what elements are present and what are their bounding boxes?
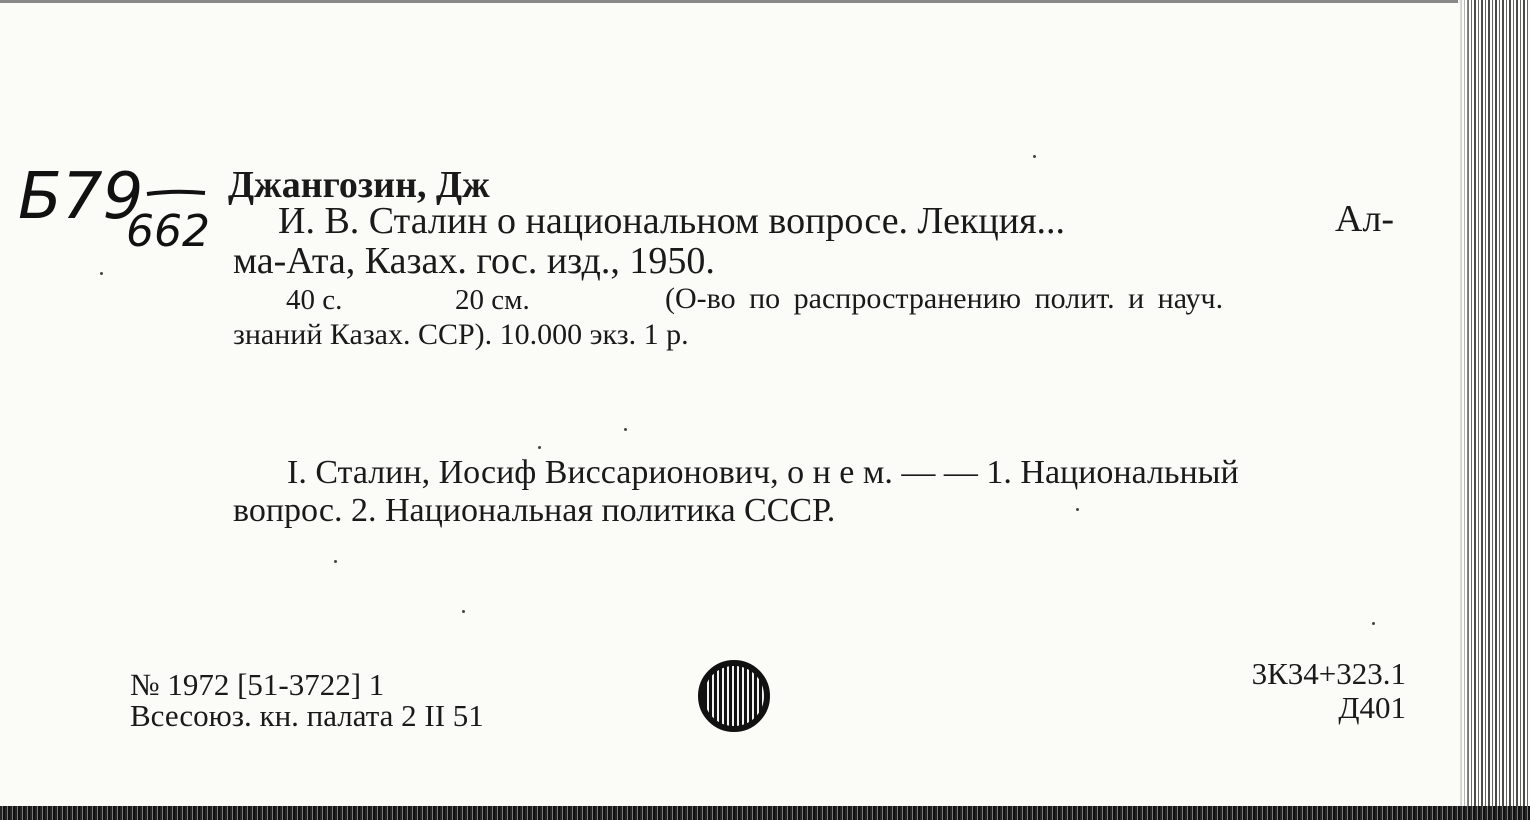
title-line-1: И. В. Сталин о национальном вопросе. Лекция... [278, 200, 1066, 242]
scan-speck [1076, 508, 1079, 511]
author-heading: Джангозин, Дж [228, 164, 490, 206]
registration-number: № 1972 [51-3722] 1 [130, 667, 385, 702]
scan-speck [1372, 622, 1375, 625]
series-line-2: знаний Казах. ССР). 10.000 экз. 1 р. [233, 318, 689, 351]
author-mark: Д401 [1338, 690, 1406, 725]
scan-speck [462, 610, 465, 613]
scan-speck [334, 560, 337, 563]
scan-edge-fade [1458, 0, 1472, 820]
scan-speck [1033, 155, 1036, 158]
scan-speck [538, 446, 541, 449]
handwritten-shelf-number: 662 [126, 206, 210, 257]
classification-index: 3К34+323.1 [1251, 656, 1406, 691]
card-size: 20 см. [455, 284, 530, 316]
series-line-1: (О-во по распространению полит. и науч. [665, 282, 1224, 315]
title-line-2: ма-Ата, Казах. гос. изд., 1950. [233, 240, 715, 282]
scan-edge-bottom [0, 806, 1530, 820]
page-count: 40 с. [286, 284, 343, 316]
card-top-edge [0, 0, 1460, 3]
handwritten-shelf-mark: Б79 [18, 160, 144, 234]
card-punch-hole [698, 660, 770, 732]
scan-speck [100, 272, 103, 275]
handwritten-dash [145, 186, 207, 200]
scan-speck [624, 428, 627, 431]
subjects-line-1: I. Сталин, Иосиф Виссарионович, о н е м. — — 1. Национальный [287, 454, 1239, 491]
book-chamber-imprint: Всесоюз. кн. палата 2 II 51 [130, 698, 484, 733]
subjects-line-2: вопрос. 2. Национальная политика СССР. [233, 492, 836, 529]
title-line-1-end: Ал- [1335, 198, 1395, 240]
